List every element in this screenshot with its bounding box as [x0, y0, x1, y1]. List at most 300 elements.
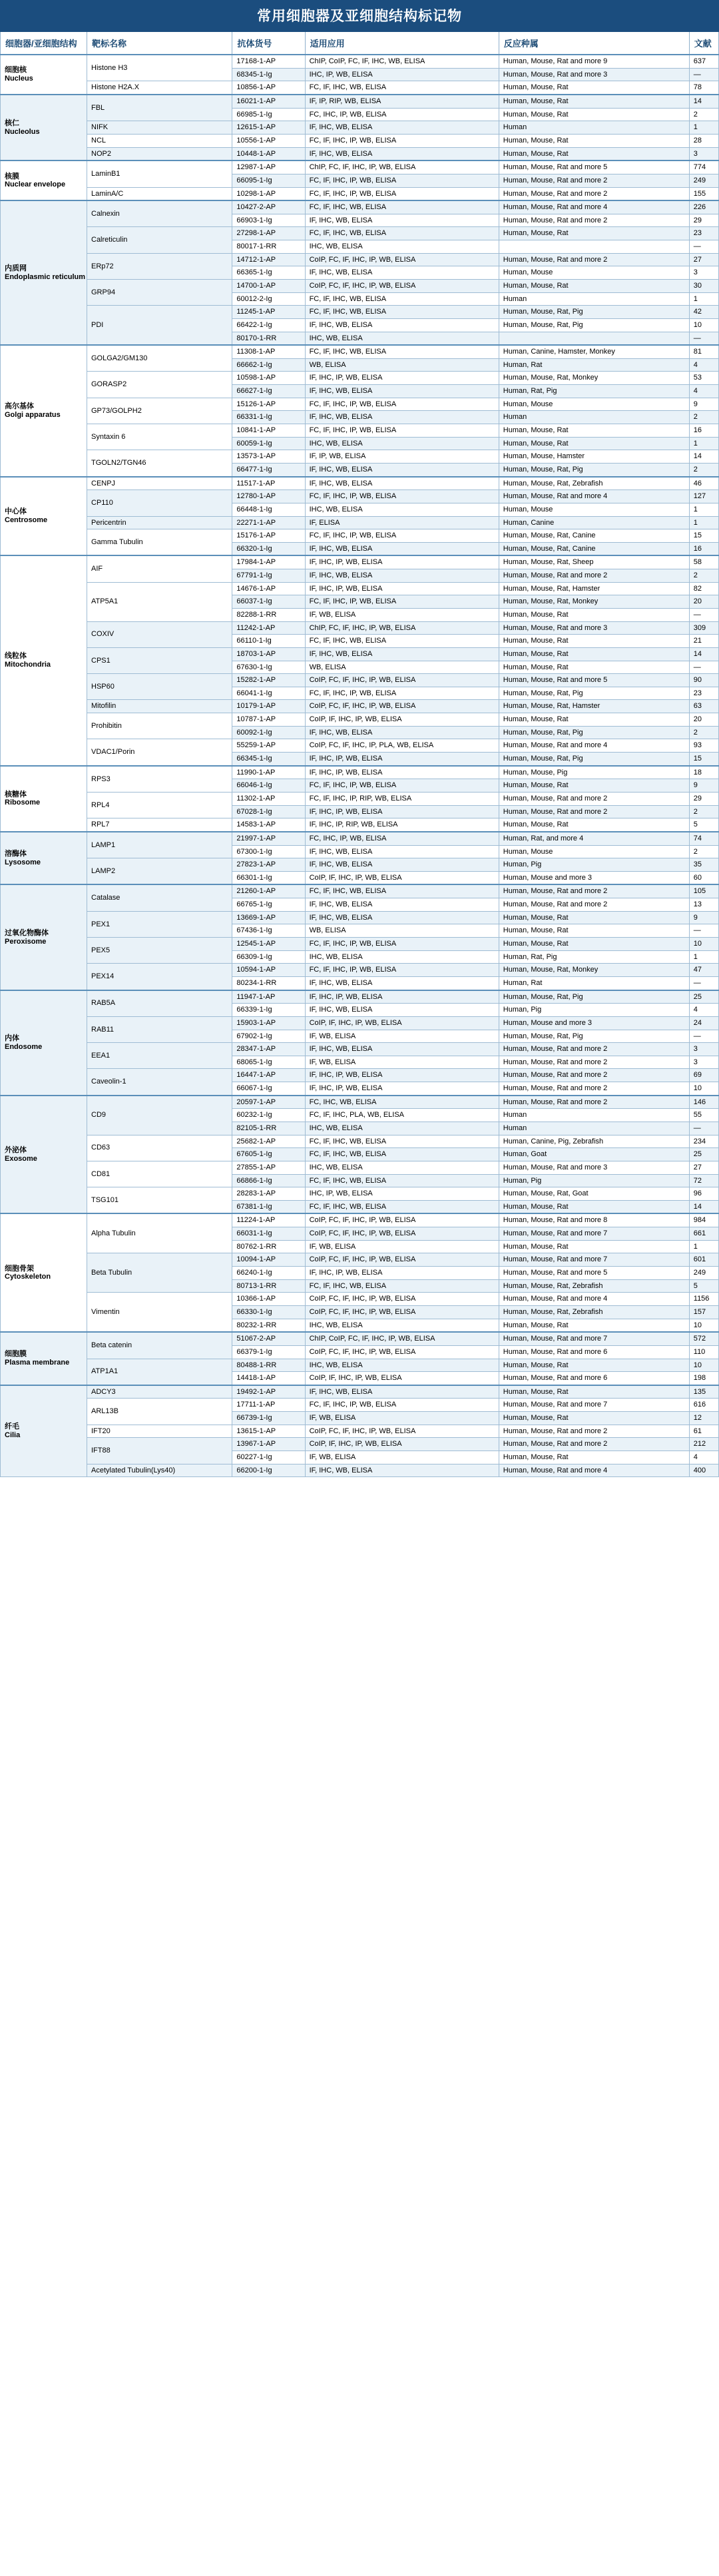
references-count-cell: 2	[689, 411, 718, 424]
applications-cell: FC, IF, IHC, IP, WB, ELISA	[305, 490, 499, 503]
applications-cell: IF, IHC, IP, WB, ELISA	[305, 990, 499, 1004]
applications-cell: IHC, WB, ELISA	[305, 437, 499, 450]
table-row	[1, 253, 719, 266]
applications-cell: FC, IF, IHC, WB, ELISA	[305, 1148, 499, 1161]
species-cell: Human, Mouse, Rat	[499, 924, 689, 938]
table-row	[1, 1399, 719, 1412]
organelle-name-cn: 过氧化物酶体	[5, 928, 49, 937]
table-row	[1, 227, 719, 240]
species-cell: Human, Mouse, Rat and more 7	[499, 1332, 689, 1345]
organelle-name-cn: 纤毛	[5, 1423, 19, 1431]
applications-cell: FC, IF, IHC, IP, WB, ELISA	[305, 398, 499, 411]
references-count-cell: 234	[689, 1135, 718, 1148]
references-count-cell: —	[689, 1030, 718, 1043]
applications-cell: CoIP, IF, IHC, IP, WB, ELISA	[305, 1016, 499, 1030]
references-count-cell: 9	[689, 398, 718, 411]
species-cell: Human, Mouse	[499, 503, 689, 516]
table-row	[1, 832, 719, 845]
catalog-number-cell: 16021-1-AP	[232, 95, 305, 108]
column-header-applications: 适用应用	[305, 32, 499, 55]
references-count-cell: 1	[689, 516, 718, 529]
organelle-name-cn: 溶酶体	[5, 850, 27, 858]
applications-cell: FC, IF, IHC, WB, ELISA	[305, 292, 499, 306]
species-cell: Human, Mouse, Rat and more 2	[499, 187, 689, 200]
applications-cell: IF, IHC, WB, ELISA	[305, 858, 499, 872]
references-count-cell: 146	[689, 1096, 718, 1109]
column-header-references: 文献	[689, 32, 718, 55]
references-count-cell: 661	[689, 1227, 718, 1241]
catalog-number-cell: 82105-1-RR	[232, 1122, 305, 1135]
species-cell: Human, Mouse, Rat	[499, 938, 689, 951]
catalog-number-cell: 10556-1-AP	[232, 134, 305, 147]
target-name-cell: NCL	[87, 134, 232, 147]
species-cell: Human, Mouse, Pig	[499, 766, 689, 779]
table-row	[1, 279, 719, 292]
catalog-number-cell: 27298-1-AP	[232, 227, 305, 240]
catalog-number-cell: 66739-1-Ig	[232, 1412, 305, 1425]
references-count-cell: 58	[689, 555, 718, 569]
table-row	[1, 1016, 719, 1030]
species-cell: Human, Mouse, Rat and more 2	[499, 805, 689, 818]
catalog-number-cell: 66662-1-Ig	[232, 358, 305, 372]
references-count-cell: 23	[689, 687, 718, 700]
catalog-number-cell: 28347-1-AP	[232, 1043, 305, 1056]
catalog-number-cell: 66379-1-Ig	[232, 1345, 305, 1359]
applications-cell: IF, IHC, WB, ELISA	[305, 121, 499, 135]
organelle-cell	[1, 884, 87, 990]
catalog-number-cell: 14583-1-AP	[232, 818, 305, 832]
target-name-cell: HSP60	[87, 674, 232, 700]
applications-cell: WB, ELISA	[305, 358, 499, 372]
catalog-number-cell: 67902-1-Ig	[232, 1030, 305, 1043]
table-header	[1, 32, 719, 55]
target-name-cell: CD9	[87, 1096, 232, 1135]
species-cell: Human, Pig	[499, 1174, 689, 1187]
species-cell: Human, Mouse, Rat	[499, 147, 689, 161]
references-count-cell: 135	[689, 1385, 718, 1399]
references-count-cell: 90	[689, 674, 718, 687]
references-count-cell: 63	[689, 700, 718, 713]
species-cell: Human, Mouse, Rat	[499, 1451, 689, 1464]
catalog-number-cell: 80232-1-RR	[232, 1319, 305, 1332]
species-cell: Human, Mouse, Rat, Pig	[499, 1030, 689, 1043]
applications-cell: ChIP, CoIP, FC, IF, IHC, IP, WB, ELISA	[305, 1332, 499, 1345]
applications-cell: IHC, IP, WB, ELISA	[305, 68, 499, 81]
species-cell: Human	[499, 121, 689, 135]
references-count-cell: 47	[689, 964, 718, 977]
species-cell: Human, Mouse, Rat and more 2	[499, 1425, 689, 1438]
applications-cell: FC, IF, IHC, WB, ELISA	[305, 1200, 499, 1213]
target-name-cell: RAB5A	[87, 990, 232, 1017]
references-count-cell: 53	[689, 372, 718, 385]
column-header-catalog: 抗体货号	[232, 32, 305, 55]
organelle-cell	[1, 832, 87, 885]
table-row	[1, 200, 719, 214]
species-cell: Human, Mouse and more 3	[499, 871, 689, 884]
catalog-number-cell: 66110-1-Ig	[232, 635, 305, 648]
target-name-cell: ADCY3	[87, 1385, 232, 1399]
applications-cell: IF, IHC, WB, ELISA	[305, 1385, 499, 1399]
catalog-number-cell: 10856-1-AP	[232, 81, 305, 95]
target-name-cell: Alpha Tubulin	[87, 1213, 232, 1253]
catalog-number-cell: 60012-2-Ig	[232, 292, 305, 306]
organelle-name-en: Ribosome	[5, 799, 41, 807]
species-cell	[499, 332, 689, 345]
catalog-number-cell: 27855-1-AP	[232, 1161, 305, 1174]
applications-cell: CoIP, FC, IF, IHC, IP, WB, ELISA	[305, 674, 499, 687]
catalog-number-cell: 66448-1-Ig	[232, 503, 305, 516]
applications-cell: FC, IF, IHC, IP, WB, ELISA	[305, 687, 499, 700]
catalog-number-cell: 11308-1-AP	[232, 345, 305, 358]
references-count-cell: —	[689, 976, 718, 990]
species-cell: Human	[499, 411, 689, 424]
references-count-cell: 25	[689, 1148, 718, 1161]
applications-cell: IF, IHC, WB, ELISA	[305, 976, 499, 990]
target-name-cell: ATP5A1	[87, 582, 232, 621]
catalog-number-cell: 19492-1-AP	[232, 1385, 305, 1399]
references-count-cell: 249	[689, 1267, 718, 1280]
species-cell: Human, Mouse, Rat	[499, 911, 689, 924]
species-cell: Human, Mouse, Rat	[499, 424, 689, 438]
references-count-cell: 10	[689, 1359, 718, 1372]
organelle-name-en: Peroxisome	[5, 937, 47, 946]
species-cell: Human, Rat, and more 4	[499, 832, 689, 845]
references-count-cell: 29	[689, 214, 718, 227]
organelle-cell	[1, 200, 87, 345]
species-cell: Human, Mouse, Rat and more 7	[499, 1253, 689, 1267]
species-cell: Human, Mouse, Rat and more 4	[499, 200, 689, 214]
species-cell: Human, Mouse, Rat and more 2	[499, 1438, 689, 1451]
table-body	[1, 55, 719, 1477]
catalog-number-cell: 66330-1-Ig	[232, 1305, 305, 1319]
species-cell: Human, Mouse, Rat and more 3	[499, 1161, 689, 1174]
applications-cell: IF, IHC, WB, ELISA	[305, 477, 499, 490]
table-row	[1, 1425, 719, 1438]
applications-cell: IF, WB, ELISA	[305, 609, 499, 622]
species-cell: Human, Mouse, Rat and more 8	[499, 1213, 689, 1227]
target-name-cell: Gamma Tubulin	[87, 529, 232, 556]
species-cell: Human, Mouse	[499, 266, 689, 280]
catalog-number-cell: 66365-1-Ig	[232, 266, 305, 280]
applications-cell: IF, IP, WB, ELISA	[305, 450, 499, 464]
applications-cell: IHC, WB, ELISA	[305, 1359, 499, 1372]
applications-cell: IF, IHC, WB, ELISA	[305, 1043, 499, 1056]
target-name-cell: PEX5	[87, 938, 232, 964]
catalog-number-cell: 20597-1-AP	[232, 1096, 305, 1109]
catalog-number-cell: 60059-1-Ig	[232, 437, 305, 450]
organelle-name-en: Nucleus	[5, 75, 33, 83]
applications-cell: IF, IHC, IP, WB, ELISA	[305, 372, 499, 385]
references-count-cell: 10	[689, 938, 718, 951]
species-cell: Human, Canine, Pig, Zebrafish	[499, 1135, 689, 1148]
organelle-name-en: Nuclear envelope	[5, 180, 66, 189]
applications-cell: IF, IHC, IP, WB, ELISA	[305, 555, 499, 569]
species-cell: Human, Mouse, Rat and more 2	[499, 253, 689, 266]
applications-cell: IF, IHC, WB, ELISA	[305, 411, 499, 424]
applications-cell: FC, IF, IHC, IP, WB, ELISA	[305, 174, 499, 187]
catalog-number-cell: 80713-1-RR	[232, 1279, 305, 1293]
species-cell: Human, Mouse, Rat and more 2	[499, 214, 689, 227]
organelle-name-cn: 线粒体	[5, 652, 27, 661]
organelle-cell	[1, 1096, 87, 1214]
catalog-number-cell: 51067-2-AP	[232, 1332, 305, 1345]
species-cell: Human, Mouse, Rat, Monkey	[499, 595, 689, 609]
table-row	[1, 647, 719, 661]
table-row	[1, 81, 719, 95]
catalog-number-cell: 13669-1-AP	[232, 911, 305, 924]
references-count-cell: 1	[689, 437, 718, 450]
species-cell: Human, Mouse, Rat	[499, 1200, 689, 1213]
table-row	[1, 529, 719, 543]
species-cell: Human, Mouse, Rat and more 2	[499, 1056, 689, 1069]
species-cell: Human, Mouse, Rat	[499, 818, 689, 832]
table-row	[1, 792, 719, 805]
table-row	[1, 1385, 719, 1399]
species-cell: Human, Mouse, Rat	[499, 95, 689, 108]
applications-cell: FC, IF, IHC, WB, ELISA	[305, 884, 499, 898]
applications-cell: IF, IHC, WB, ELISA	[305, 318, 499, 332]
catalog-number-cell: 80017-1-RR	[232, 240, 305, 254]
target-name-cell: Beta Tubulin	[87, 1253, 232, 1293]
references-count-cell: 24	[689, 1016, 718, 1030]
organelle-name-cn: 高尔基体	[5, 402, 34, 411]
organelle-name-en: Golgi apparatus	[5, 410, 61, 419]
applications-cell: FC, IF, IHC, IP, WB, ELISA	[305, 779, 499, 793]
applications-cell: IF, IHC, WB, ELISA	[305, 1464, 499, 1477]
references-count-cell: —	[689, 240, 718, 254]
applications-cell: IHC, IP, WB, ELISA	[305, 1187, 499, 1201]
references-count-cell: 30	[689, 279, 718, 292]
catalog-number-cell: 66477-1-Ig	[232, 463, 305, 476]
applications-cell: IF, WB, ELISA	[305, 1451, 499, 1464]
applications-cell: IF, IHC, IP, WB, ELISA	[305, 1267, 499, 1280]
species-cell: Human, Mouse, Rat and more 7	[499, 1399, 689, 1412]
species-cell: Human, Mouse, Rat	[499, 81, 689, 95]
table-row	[1, 1213, 719, 1227]
table-row	[1, 1096, 719, 1109]
table-row	[1, 1332, 719, 1345]
catalog-number-cell: 25682-1-AP	[232, 1135, 305, 1148]
references-count-cell: 3	[689, 266, 718, 280]
applications-cell: IF, WB, ELISA	[305, 1240, 499, 1253]
references-count-cell: 78	[689, 81, 718, 95]
table-row	[1, 713, 719, 727]
references-count-cell: 23	[689, 227, 718, 240]
applications-cell: FC, IF, IHC, IP, WB, ELISA	[305, 964, 499, 977]
table-row	[1, 818, 719, 832]
references-count-cell: 774	[689, 161, 718, 174]
table-row	[1, 700, 719, 713]
species-cell: Human, Mouse, Hamster	[499, 450, 689, 464]
organelle-name-cn: 细胞膜	[5, 1350, 27, 1359]
references-count-cell: 21	[689, 635, 718, 648]
references-count-cell: 1	[689, 292, 718, 306]
target-name-cell: Mitofilin	[87, 700, 232, 713]
catalog-number-cell: 10298-1-AP	[232, 187, 305, 200]
catalog-number-cell: 11517-1-AP	[232, 477, 305, 490]
target-name-cell: VDAC1/Porin	[87, 739, 232, 766]
catalog-number-cell: 66037-1-Ig	[232, 595, 305, 609]
applications-cell: IF, IHC, WB, ELISA	[305, 385, 499, 398]
applications-cell: FC, IF, IHC, IP, WB, ELISA	[305, 529, 499, 543]
target-name-cell: IFT20	[87, 1425, 232, 1438]
catalog-number-cell: 66422-1-Ig	[232, 318, 305, 332]
species-cell: Human, Mouse, Rat, Pig	[499, 726, 689, 739]
organelle-name-en: Endosome	[5, 1042, 43, 1051]
catalog-number-cell: 66985-1-Ig	[232, 108, 305, 121]
catalog-number-cell: 10448-1-AP	[232, 147, 305, 161]
applications-cell: IF, WB, ELISA	[305, 1412, 499, 1425]
species-cell: Human, Mouse, Rat and more 2	[499, 884, 689, 898]
target-name-cell: Calreticulin	[87, 227, 232, 253]
table-row	[1, 938, 719, 951]
applications-cell: FC, IF, IHC, IP, RIP, WB, ELISA	[305, 792, 499, 805]
references-count-cell: 61	[689, 1425, 718, 1438]
catalog-number-cell: 13615-1-AP	[232, 1425, 305, 1438]
catalog-number-cell: 13967-1-AP	[232, 1438, 305, 1451]
references-count-cell: 27	[689, 253, 718, 266]
catalog-number-cell: 66331-1-Ig	[232, 411, 305, 424]
target-name-cell: RAB11	[87, 1016, 232, 1042]
references-count-cell: 35	[689, 858, 718, 872]
species-cell: Human, Mouse, Rat	[499, 1359, 689, 1372]
species-cell: Human, Mouse, Rat	[499, 1385, 689, 1399]
species-cell: Human, Mouse, Rat and more 4	[499, 1293, 689, 1306]
target-name-cell: LAMP2	[87, 858, 232, 885]
species-cell: Human, Mouse, Rat and more 2	[499, 174, 689, 187]
applications-cell: ChIP, FC, IF, IHC, IP, WB, ELISA	[305, 621, 499, 635]
table-row	[1, 582, 719, 595]
catalog-number-cell: 67630-1-Ig	[232, 661, 305, 674]
applications-cell: CoIP, FC, IF, IHC, IP, WB, ELISA	[305, 1253, 499, 1267]
organelle-name-cn: 外泌体	[5, 1145, 27, 1154]
applications-cell: FC, IF, IHC, IP, WB, ELISA	[305, 187, 499, 200]
catalog-number-cell: 17711-1-AP	[232, 1399, 305, 1412]
catalog-number-cell: 10598-1-AP	[232, 372, 305, 385]
organelle-cell	[1, 1385, 87, 1477]
table-row	[1, 95, 719, 108]
catalog-number-cell: 14700-1-AP	[232, 279, 305, 292]
references-count-cell: 155	[689, 187, 718, 200]
species-cell: Human, Mouse, Rat	[499, 661, 689, 674]
applications-cell: FC, IHC, IP, WB, ELISA	[305, 108, 499, 121]
target-name-cell: TGOLN2/TGN46	[87, 450, 232, 477]
references-count-cell: 637	[689, 55, 718, 68]
references-count-cell: 55	[689, 1109, 718, 1122]
catalog-number-cell: 66627-1-Ig	[232, 385, 305, 398]
table-row	[1, 121, 719, 135]
references-count-cell: 157	[689, 1305, 718, 1319]
applications-cell: FC, IF, IHC, IP, WB, ELISA	[305, 1399, 499, 1412]
references-count-cell: 15	[689, 753, 718, 766]
applications-cell: WB, ELISA	[305, 924, 499, 938]
applications-cell: IF, ELISA	[305, 516, 499, 529]
references-count-cell: 72	[689, 1174, 718, 1187]
table-row	[1, 187, 719, 200]
applications-cell: IF, IHC, WB, ELISA	[305, 647, 499, 661]
applications-cell: IF, IHC, WB, ELISA	[305, 266, 499, 280]
species-cell: Human, Mouse, Rat	[499, 609, 689, 622]
table-row	[1, 858, 719, 872]
applications-cell: IF, IHC, WB, ELISA	[305, 569, 499, 583]
references-count-cell: 69	[689, 1069, 718, 1082]
applications-cell: IF, IHC, WB, ELISA	[305, 542, 499, 555]
species-cell: Human	[499, 292, 689, 306]
catalog-number-cell: 12545-1-AP	[232, 938, 305, 951]
species-cell: Human, Canine, Hamster, Monkey	[499, 345, 689, 358]
references-count-cell: 74	[689, 832, 718, 845]
target-name-cell: GORASP2	[87, 372, 232, 398]
applications-cell: CoIP, FC, IF, IHC, IP, WB, ELISA	[305, 1227, 499, 1241]
applications-cell: IHC, WB, ELISA	[305, 503, 499, 516]
applications-cell: WB, ELISA	[305, 661, 499, 674]
target-name-cell: Syntaxin 6	[87, 424, 232, 450]
applications-cell: CoIP, FC, IF, IHC, IP, WB, ELISA	[305, 279, 499, 292]
catalog-number-cell: 80488-1-RR	[232, 1359, 305, 1372]
organelle-name-cn: 核膜	[5, 172, 19, 180]
references-count-cell: 14	[689, 450, 718, 464]
organelle-cell	[1, 477, 87, 556]
catalog-number-cell: 66200-1-Ig	[232, 1464, 305, 1477]
references-count-cell: 3	[689, 1056, 718, 1069]
organelle-name-cn: 中心体	[5, 507, 27, 516]
catalog-number-cell: 14712-1-AP	[232, 253, 305, 266]
table-row	[1, 1135, 719, 1148]
target-name-cell: RPL7	[87, 818, 232, 832]
catalog-number-cell: 55259-1-AP	[232, 739, 305, 753]
catalog-number-cell: 15903-1-AP	[232, 1016, 305, 1030]
applications-cell: FC, IF, IHC, IP, WB, ELISA	[305, 938, 499, 951]
references-count-cell: 4	[689, 358, 718, 372]
catalog-number-cell: 66067-1-Ig	[232, 1082, 305, 1096]
table-row	[1, 884, 719, 898]
catalog-number-cell: 66765-1-Ig	[232, 898, 305, 912]
references-count-cell: 25	[689, 990, 718, 1004]
references-count-cell: 29	[689, 792, 718, 805]
species-cell: Human	[499, 1122, 689, 1135]
references-count-cell: 9	[689, 911, 718, 924]
species-cell: Human, Mouse, Rat and more 2	[499, 792, 689, 805]
references-count-cell: 616	[689, 1399, 718, 1412]
species-cell: Human, Mouse, Rat, Canine	[499, 542, 689, 555]
applications-cell: FC, IF, IHC, WB, ELISA	[305, 635, 499, 648]
references-count-cell: 127	[689, 490, 718, 503]
references-count-cell: 105	[689, 884, 718, 898]
species-cell: Human, Mouse, Rat, Canine	[499, 529, 689, 543]
table-row	[1, 911, 719, 924]
table-row	[1, 372, 719, 385]
species-cell: Human, Mouse, Rat	[499, 1412, 689, 1425]
references-count-cell: 14	[689, 1200, 718, 1213]
references-count-cell: 198	[689, 1372, 718, 1385]
applications-cell: IF, IHC, IP, WB, ELISA	[305, 805, 499, 818]
target-name-cell: Caveolin-1	[87, 1069, 232, 1096]
target-name-cell: PEX1	[87, 911, 232, 937]
references-count-cell: 15	[689, 529, 718, 543]
species-cell: Human, Mouse, Rat	[499, 1240, 689, 1253]
table-row	[1, 990, 719, 1004]
references-count-cell: 1	[689, 1240, 718, 1253]
catalog-number-cell: 11990-1-AP	[232, 766, 305, 779]
applications-cell: IF, IHC, WB, ELISA	[305, 463, 499, 476]
references-count-cell: 82	[689, 582, 718, 595]
applications-cell: CoIP, FC, IF, IHC, IP, WB, ELISA	[305, 700, 499, 713]
references-count-cell: 16	[689, 424, 718, 438]
species-cell: Human, Mouse, Rat, Monkey	[499, 964, 689, 977]
table-row	[1, 345, 719, 358]
applications-cell: IF, IHC, WB, ELISA	[305, 214, 499, 227]
catalog-number-cell: 66320-1-Ig	[232, 542, 305, 555]
